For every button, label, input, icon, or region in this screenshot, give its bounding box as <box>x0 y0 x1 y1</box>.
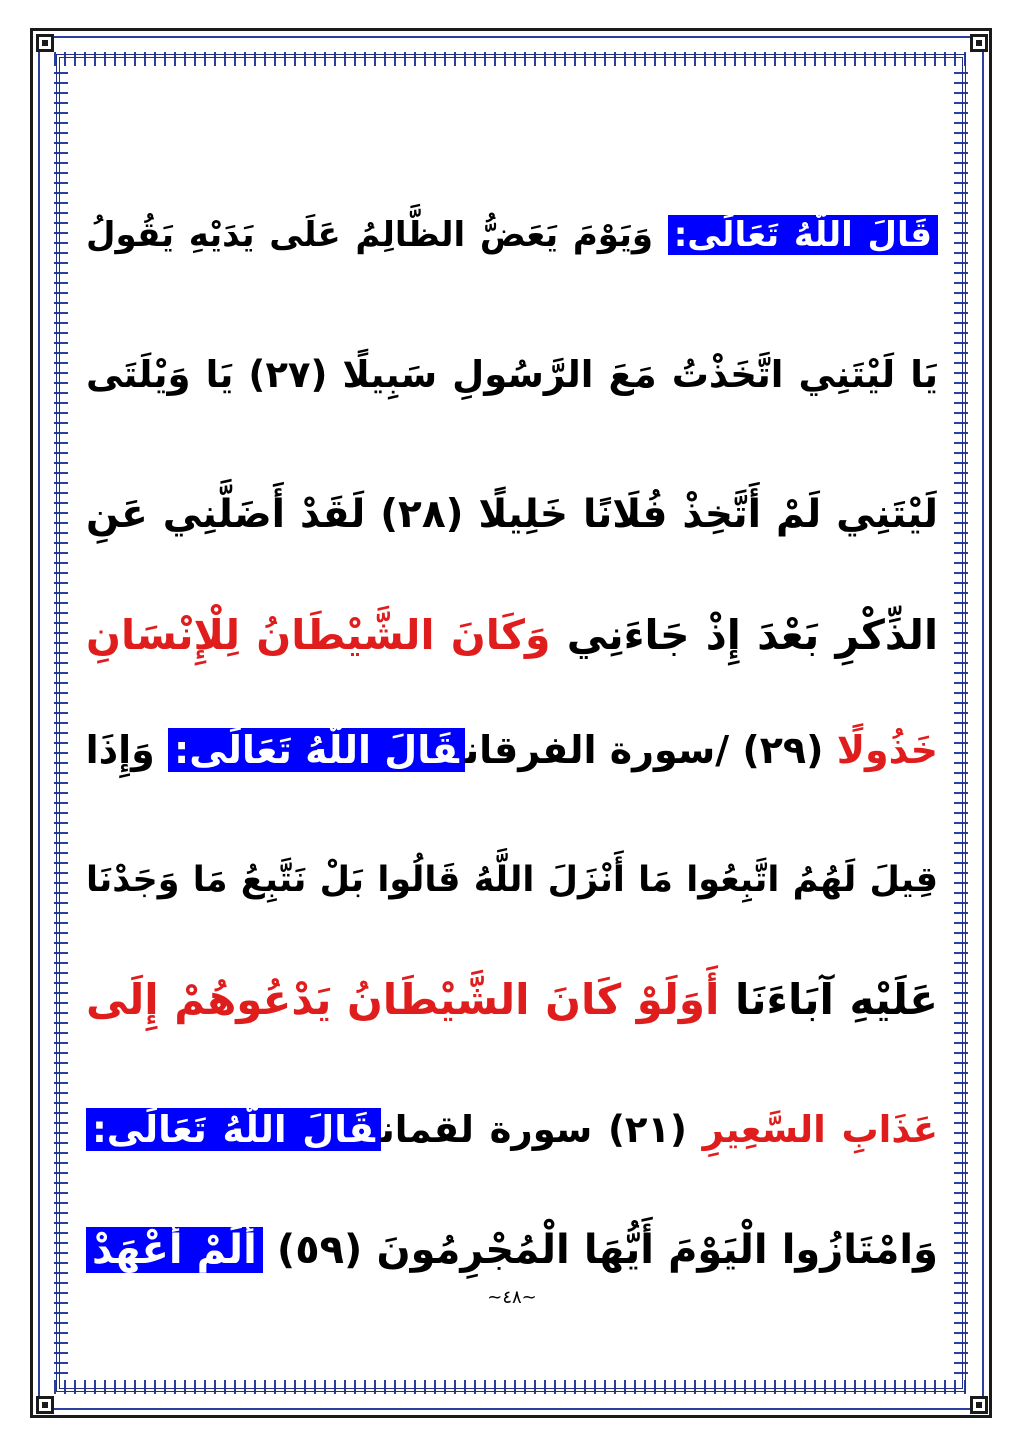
segment: عَلَيْهِ آبَاءَنَا <box>719 975 938 1024</box>
text-line-5 <box>86 700 938 800</box>
text-line-1 <box>86 185 938 285</box>
segment-highlight: قَالَ اللَّهُ تَعَالَى: <box>86 1108 381 1151</box>
corner-ornament-top-right <box>970 34 988 52</box>
text-line-3 <box>86 465 938 565</box>
text-line-9 <box>86 1200 938 1300</box>
segment: (٢٩) /سورة الفرقان <box>464 728 837 772</box>
segment-red: وَكَانَ الشَّيْطَانُ لِلْإِنْسَانِ <box>86 611 551 659</box>
corner-ornament-bottom-left <box>36 1396 54 1414</box>
segment: وَامْتَازُوا الْيَوْمَ أَيُّهَا الْمُجْرِمُونَ (٥٩) <box>262 1227 938 1273</box>
page-number: ~٤٨~ <box>487 1287 537 1308</box>
segment: الذِّكْرِ بَعْدَ إِذْ جَاءَنِي <box>550 611 939 659</box>
segment-red: خَذُولًا <box>836 728 938 772</box>
segment: (٢١) سورة لقمان <box>380 1108 703 1151</box>
segment-highlight: قَالَ اللَّهُ تَعَالَى: <box>168 728 465 772</box>
segment: وَإِذَا <box>85 728 169 772</box>
corner-ornament-top-left <box>36 34 54 52</box>
text-line-4 <box>86 585 938 685</box>
text-line-7 <box>86 950 938 1050</box>
corner-ornament-bottom-right <box>970 1396 988 1414</box>
segment-highlight: أَلَمْ أَعْهَدْ <box>86 1227 263 1273</box>
segment: قِيلَ لَهُمُ اتَّبِعُوا مَا أَنْزَلَ اللَّهُ قَالُوا بَلْ نَتَّبِعُ مَا وَجَدْنَا <box>86 860 938 900</box>
segment-red: أَوَلَوْ كَانَ الشَّيْطَانُ يَدْعُوهُمْ إِلَى <box>86 975 720 1024</box>
segment-red: عَذَابِ السَّعِيرِ <box>702 1108 938 1151</box>
segment: لَيْتَنِي لَمْ أَتَّخِذْ فُلَانًا خَلِيلًا (٢٨) لَقَدْ أَضَلَّنِي عَنِ <box>86 492 938 537</box>
segment-highlight: قَالَ اللَّهُ تَعَالَى: <box>668 215 938 255</box>
segment: يَا لَيْتَنِي اتَّخَذْتُ مَعَ الرَّسُولِ سَبِيلًا (٢٧) يَا وَيْلَتَى <box>86 353 938 396</box>
segment: وَيَوْمَ يَعَضُّ الظَّالِمُ عَلَى يَدَيْهِ يَقُولُ <box>86 215 668 255</box>
text-line-8 <box>86 1080 938 1180</box>
text-line-2 <box>86 325 938 425</box>
text-line-6 <box>86 830 938 930</box>
